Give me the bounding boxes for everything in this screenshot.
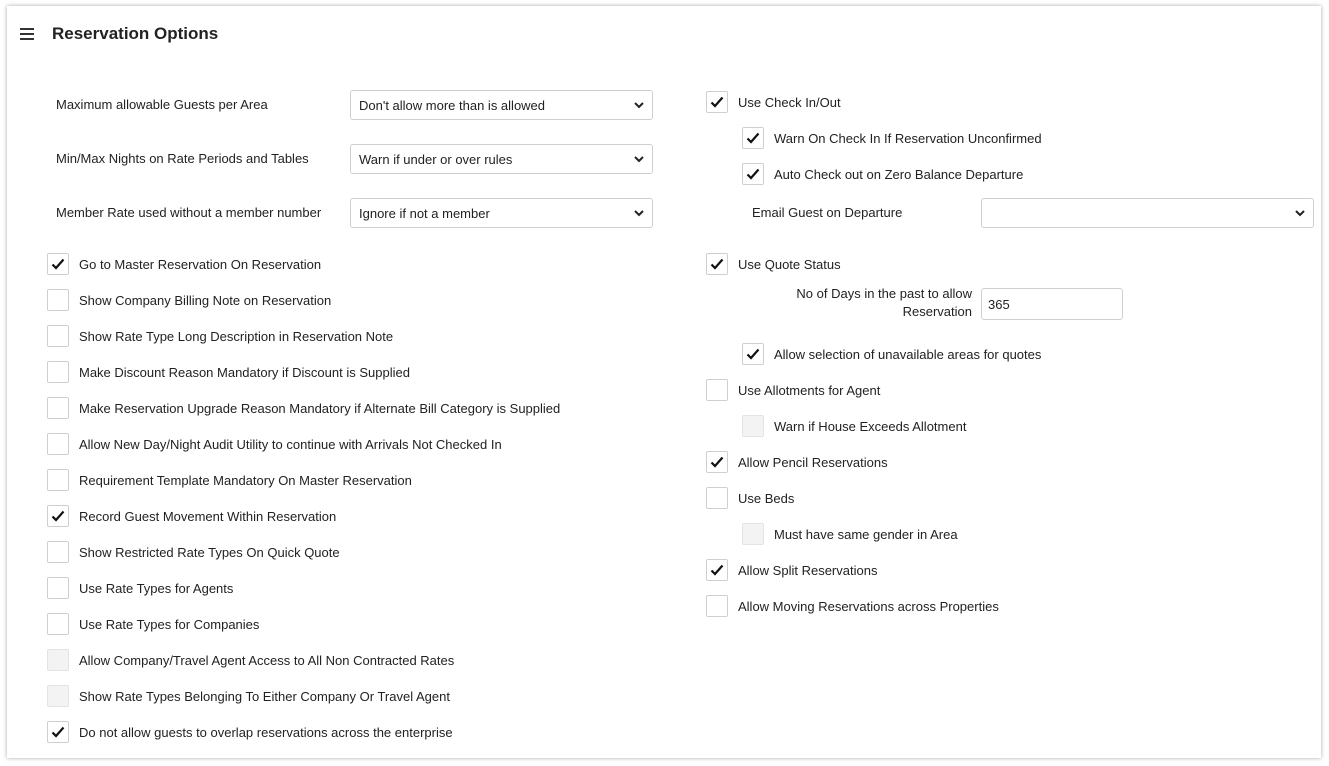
min-max-nights-select[interactable]: Warn if under or over rules xyxy=(350,144,653,174)
checkbox[interactable] xyxy=(706,379,728,401)
left-checkbox-row[interactable] xyxy=(47,324,393,348)
checkbox[interactable] xyxy=(47,541,69,563)
checkbox-label: Allow Split Reservations xyxy=(738,562,878,578)
auto-checkout-row[interactable] xyxy=(742,162,1023,186)
chevron-down-icon xyxy=(634,154,644,164)
left-checkbox-row[interactable] xyxy=(47,576,233,600)
checkbox-label: Requirement Template Mandatory On Master Reservation xyxy=(79,472,412,488)
left-checkbox-row[interactable] xyxy=(47,540,340,564)
checkbox[interactable] xyxy=(47,505,69,527)
left-checkbox-row[interactable] xyxy=(47,720,453,744)
allow-unavailable-row[interactable] xyxy=(742,342,1041,366)
checkbox[interactable] xyxy=(47,469,69,491)
checkbox-label: Show Company Billing Note on Reservation xyxy=(79,292,332,308)
left-checkbox-row[interactable] xyxy=(47,432,502,456)
use-beds-row[interactable] xyxy=(706,486,794,510)
left-checkbox-row[interactable] xyxy=(47,468,412,492)
checkbox[interactable] xyxy=(47,361,69,383)
checkbox[interactable] xyxy=(706,595,728,617)
header xyxy=(7,6,1321,64)
email-departure-label: Email Guest on Departure xyxy=(752,205,903,220)
member-rate-label: Member Rate used without a member number xyxy=(56,205,322,220)
checkbox-label: Show Restricted Rate Types On Quick Quote xyxy=(79,544,340,560)
checkmark-icon xyxy=(746,348,760,360)
checkbox[interactable] xyxy=(47,613,69,635)
checkbox-label: Do not allow guests to overlap reservations across the enterprise xyxy=(79,724,453,740)
checkmark-icon xyxy=(710,96,724,108)
checkmark-icon xyxy=(51,726,65,738)
use-quote-status-row[interactable] xyxy=(706,252,841,276)
left-checkbox-row[interactable] xyxy=(47,396,560,420)
use-check-in-out-row[interactable] xyxy=(706,90,841,114)
checkbox-label: Allow Company/Travel Agent Access to All Non Contracted Rates xyxy=(79,652,455,668)
email-departure-select[interactable] xyxy=(981,198,1314,228)
reservation-options-panel xyxy=(7,6,1321,758)
checkmark-icon xyxy=(746,132,760,144)
checkbox-label: Show Rate Type Long Description in Reservation Note xyxy=(79,328,394,344)
days-past-label: No of Days in the past to allow Reservation xyxy=(796,286,972,319)
left-checkbox-row[interactable] xyxy=(47,288,331,312)
same-gender-row xyxy=(742,522,958,546)
left-checkbox-row xyxy=(47,648,454,672)
checkbox-label: Use Beds xyxy=(738,490,795,506)
checkbox-label: Make Reservation Upgrade Reason Mandatory if Alternate Bill Category is Supplied xyxy=(79,400,561,416)
checkbox[interactable] xyxy=(706,451,728,473)
max-guests-select[interactable]: Don't allow more than is allowed xyxy=(350,90,653,120)
warn-unconfirmed-row[interactable] xyxy=(742,126,1042,150)
chevron-down-icon xyxy=(1295,208,1305,218)
checkbox xyxy=(742,523,764,545)
checkmark-icon xyxy=(710,564,724,576)
left-checkbox-row xyxy=(47,684,450,708)
checkbox[interactable] xyxy=(47,721,69,743)
use-allotments-row[interactable] xyxy=(706,378,880,402)
chevron-down-icon xyxy=(634,100,644,110)
menu-icon[interactable] xyxy=(20,28,34,40)
member-rate-select[interactable]: Ignore if not a member xyxy=(350,198,653,228)
max-guests-label: Maximum allowable Guests per Area xyxy=(56,97,268,112)
checkbox-label: Use Rate Types for Agents xyxy=(79,580,234,596)
checkbox-label: Allow Moving Reservations across Properties xyxy=(738,598,999,614)
checkbox-label: Show Rate Types Belonging To Either Company Or Travel Agent xyxy=(79,688,450,704)
chevron-down-icon xyxy=(634,208,644,218)
checkbox xyxy=(47,649,69,671)
checkbox-label: Use Check In/Out xyxy=(738,94,841,110)
page-title: Reservation Options xyxy=(52,24,219,43)
left-checkbox-row[interactable] xyxy=(47,504,336,528)
checkbox[interactable] xyxy=(47,289,69,311)
checkbox[interactable] xyxy=(47,433,69,455)
checkmark-icon xyxy=(746,168,760,180)
checkbox-label: Allow selection of unavailable areas for quotes xyxy=(774,346,1042,362)
checkbox-label: Use Rate Types for Companies xyxy=(79,616,260,632)
checkbox-label: Warn On Check In If Reservation Unconfirmed xyxy=(774,130,1042,146)
checkbox-label: Allow Pencil Reservations xyxy=(738,454,888,470)
checkbox-label: Use Allotments for Agent xyxy=(738,382,881,398)
allow-pencil-row[interactable] xyxy=(706,450,888,474)
checkbox-label: Must have same gender in Area xyxy=(774,526,958,542)
checkbox-label: Use Quote Status xyxy=(738,256,841,272)
checkbox[interactable] xyxy=(47,577,69,599)
left-checkbox-row[interactable] xyxy=(47,360,410,384)
checkbox[interactable] xyxy=(706,487,728,509)
checkmark-icon xyxy=(51,510,65,522)
min-max-nights-label: Min/Max Nights on Rate Periods and Tables xyxy=(56,151,309,166)
checkmark-icon xyxy=(710,258,724,270)
days-past-input[interactable]: 365 xyxy=(981,288,1123,320)
checkbox[interactable] xyxy=(742,127,764,149)
checkbox[interactable] xyxy=(47,325,69,347)
checkbox[interactable] xyxy=(706,559,728,581)
checkbox[interactable] xyxy=(47,397,69,419)
checkbox-label: Record Guest Movement Within Reservation xyxy=(79,508,337,524)
left-checkbox-row[interactable] xyxy=(47,612,259,636)
checkmark-icon xyxy=(51,258,65,270)
checkbox[interactable] xyxy=(706,253,728,275)
checkbox-label: Allow New Day/Night Audit Utility to continue with Arrivals Not Checked In xyxy=(79,436,502,452)
checkbox-label: Auto Check out on Zero Balance Departure xyxy=(774,166,1024,182)
checkmark-icon xyxy=(710,456,724,468)
checkbox-label: Go to Master Reservation On Reservation xyxy=(79,256,322,272)
allow-moving-row[interactable] xyxy=(706,594,999,618)
warn-house-row xyxy=(742,414,966,438)
checkbox-label: Warn if House Exceeds Allotment xyxy=(774,418,967,434)
left-checkbox-row[interactable] xyxy=(47,252,321,276)
checkbox xyxy=(47,685,69,707)
checkbox[interactable] xyxy=(742,343,764,365)
checkbox-label: Make Discount Reason Mandatory if Discount is Supplied xyxy=(79,364,410,380)
checkbox xyxy=(742,415,764,437)
checkbox[interactable] xyxy=(47,253,69,275)
checkbox[interactable] xyxy=(706,91,728,113)
checkbox[interactable] xyxy=(742,163,764,185)
allow-split-row[interactable] xyxy=(706,558,877,582)
